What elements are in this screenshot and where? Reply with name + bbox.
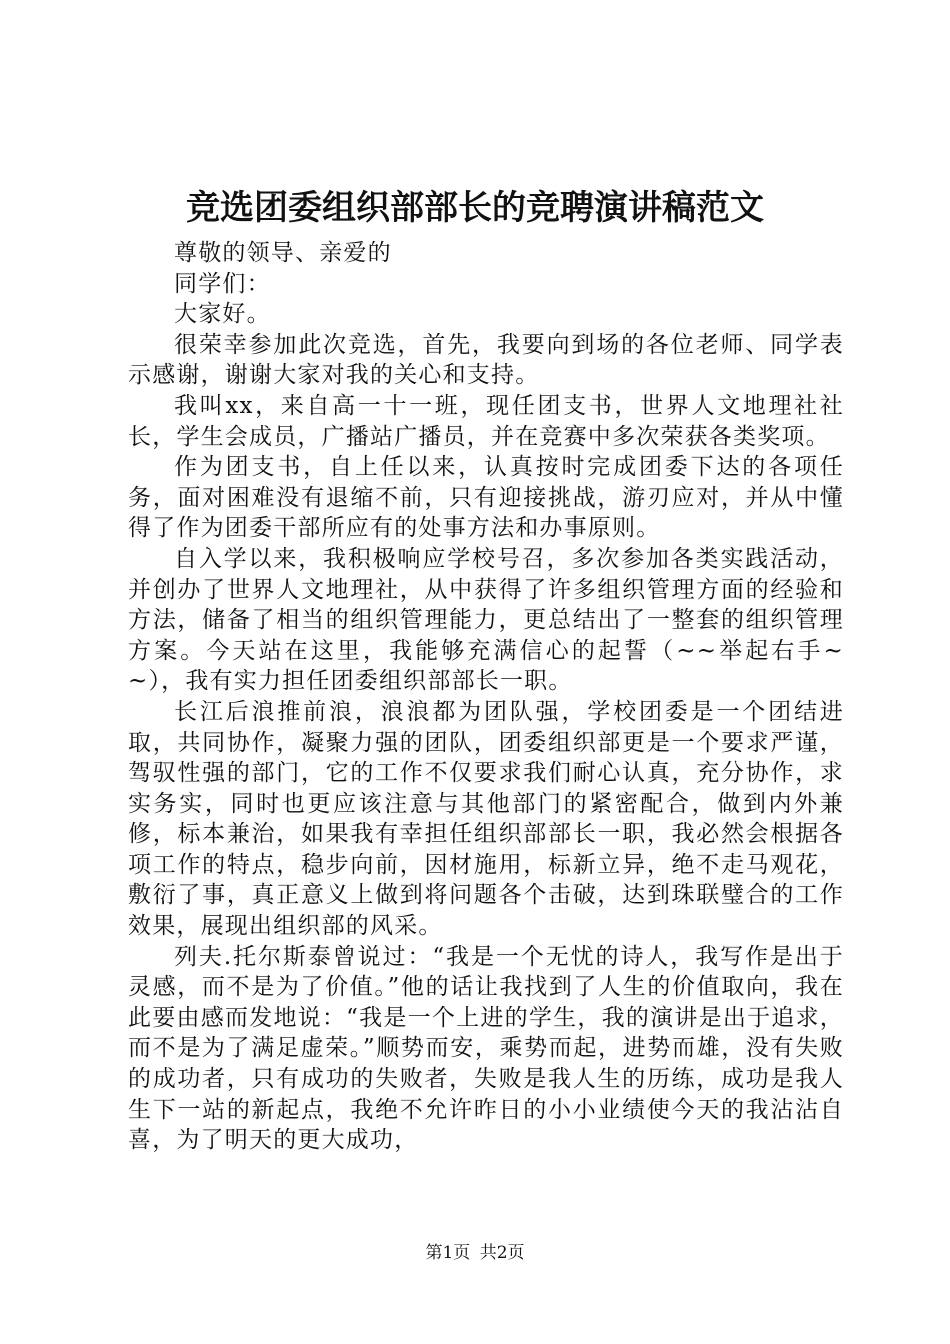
paragraph-thanks: 很荣幸参加此次竞选，首先，我要向到场的各位老师、同学表示感谢，谢谢大家对我的关心和支持。 (128, 331, 844, 389)
paragraph-salutation-1: 尊敬的领导、亲爱的 (174, 240, 392, 266)
paragraph-greeting: 大家好。 (174, 301, 271, 328)
page-number: 第1页 (425, 1243, 471, 1263)
document-body (128, 238, 844, 1156)
paragraph-experience: 作为团支书，自上任以来，认真按时完成团委下达的各项任务，面对困难没有退缩不前，只有迎接挑战，游刃应对，并从中懂得了作为团委干部所应有的处事方法和办事原则。 (128, 454, 844, 542)
paragraph-quote: 列夫.托尔斯泰曾说过：“我是一个无忧的诗人，我写作是出于灵感，而不是为了价值。”他的话让我找到了人生的价值取向，我在此要由感而发地说：“我是一个上进的学生，我的演讲是出于追求，而不是为了满足虚荣。”顺势而安，乘势而起，进势而雄，没有失败的成功者，只有成功的失败者，失败是我人生的历练，成功是我人生下一站的新起点，我绝不允许昨日的小小业绩使今天的我沾沾自喜，为了明天的更大成功， (128, 943, 844, 1154)
document-title: 竞选团委组织部部长的竞聘演讲稿范文 (186, 188, 764, 228)
page-total: 共2页 (479, 1243, 525, 1263)
page-footer (0, 1242, 950, 1264)
paragraph-practice: 自入学以来，我积极响应学校号召，多次参加各类实践活动，并创办了世界人文地理社，从中获得了许多组织管理方面的经验和方法，储备了相当的组织管理能力，更总结出了一整套的组织管理方案。今天站在这里，我能够充满信心的起誓（~~举起右手~~），我有实力担任团委组织部部长一职。 (128, 545, 844, 695)
paragraph-introduction: 我叫xx，来自高一十一班，现任团支书，世界人文地理社社长，学生会成员，广播站广播员，并在竞赛中多次荣获各类奖项。 (128, 392, 844, 450)
paragraph-plan: 长江后浪推前浪，浪浪都为团队强，学校团委是一个团结进取，共同协作，凝聚力强的团队，团委组织部更是一个要求严谨，驾驭性强的部门，它的工作不仅要求我们耐心认真，充分协作，求实务实，同时也更应该注意与其他部门的紧密配合，做到内外兼修，标本兼治，如果我有幸担任组织部部长一职，我必然会根据各项工作的特点，稳步向前，因材施用，标新立异，绝不走马观花，敷衍了事，真正意义上做到将问题各个击破，达到珠联璧合的工作效果，展现出组织部的风采。 (128, 698, 844, 940)
paragraph-salutation-2: 同学们： (174, 270, 271, 297)
